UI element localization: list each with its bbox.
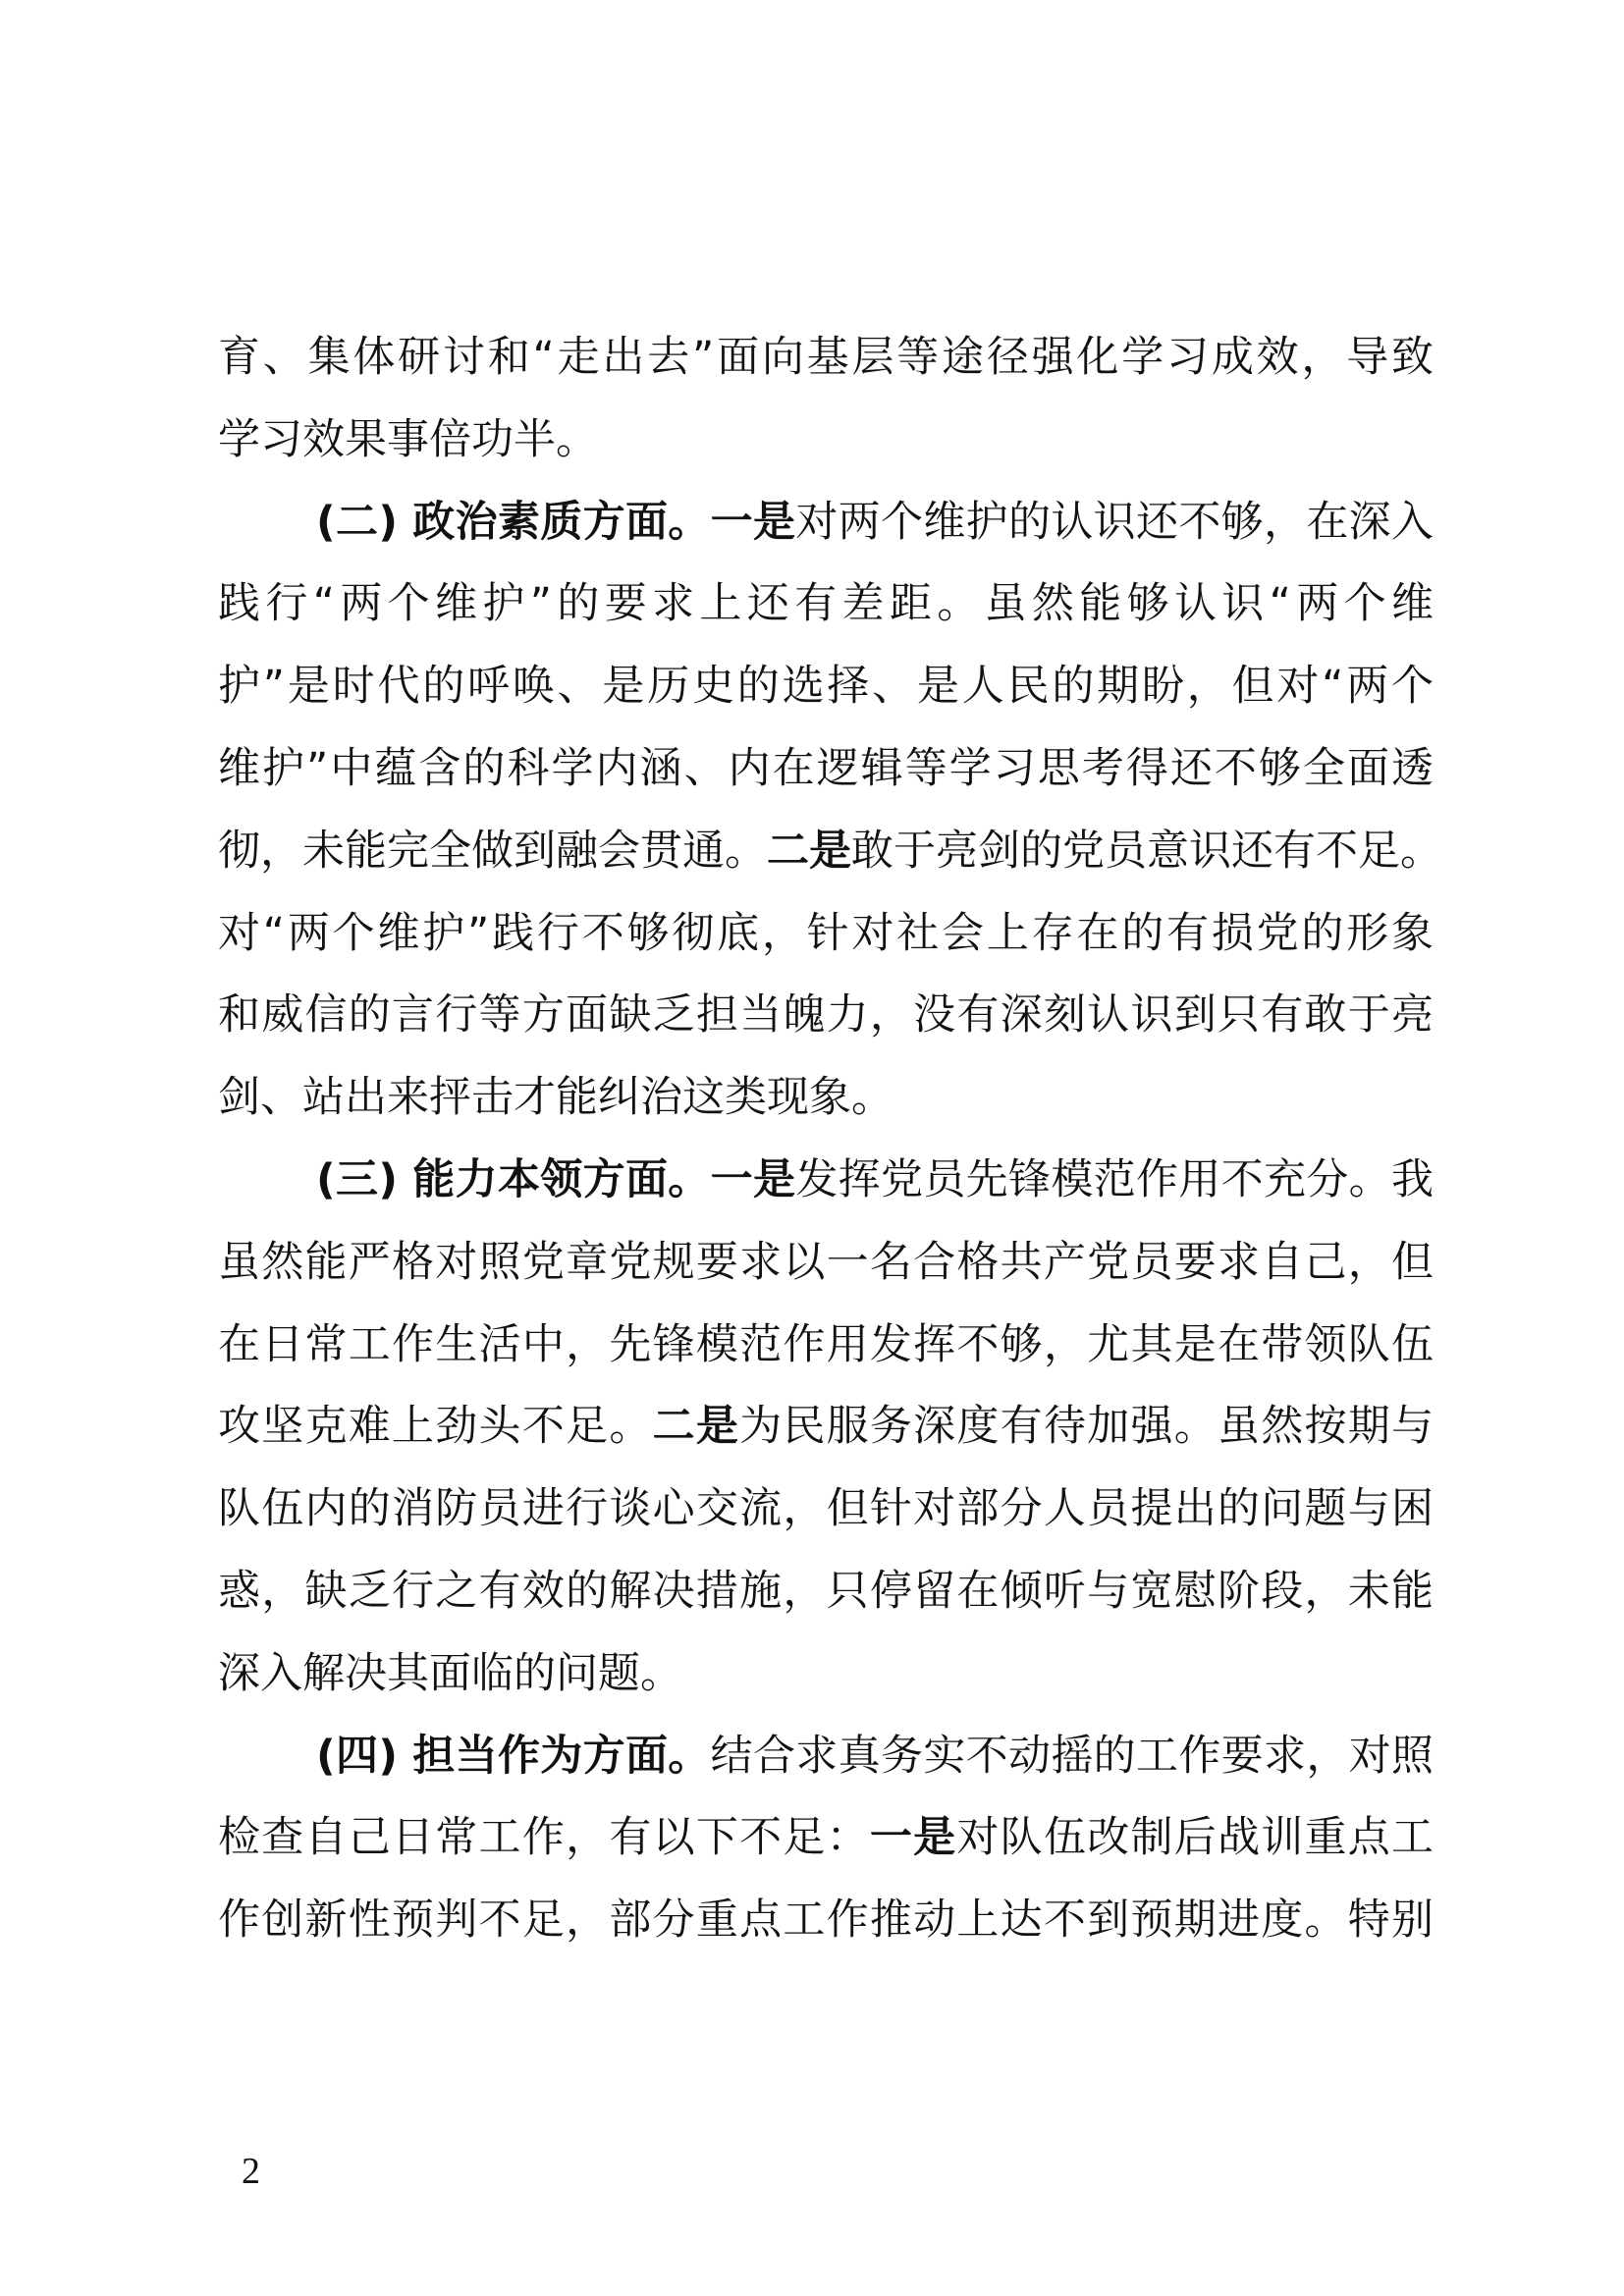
document-body — [218, 317, 1442, 1962]
text-line — [218, 317, 1434, 400]
text-run: 队伍内的消防员进行谈心交流，但针对部分人员提出的问题与困 — [218, 1484, 1434, 1534]
text-run: 检查自己日常工作，有以下不足： — [218, 1813, 870, 1863]
text-run: 对“两个维护”践行不够彻底，针对社会上存在的有损党的形象 — [218, 908, 1434, 958]
page-number: 2 — [242, 2151, 260, 2192]
text-run: 敢于亮剑的党员意识还有不足。 — [851, 826, 1442, 876]
text-line — [218, 975, 1434, 1057]
bold-text: 二是 — [767, 826, 851, 876]
text-line — [218, 1305, 1434, 1387]
text-run: 深入解决其面临的问题。 — [218, 1648, 682, 1698]
text-run: 对队伍改制后战训重点工 — [956, 1813, 1435, 1863]
text-line — [218, 400, 1434, 482]
text-run: 剑、站出来抨击才能纠治这类现象。 — [218, 1073, 893, 1123]
text-run: 和威信的言行等方面缺乏担当魄力，没有深刻认识到只有敢于亮 — [218, 990, 1434, 1041]
text-run: 育、集体研讨和“走出去”面向基层等途径强化学习成效，导致 — [218, 333, 1434, 382]
bold-text: (二) 政治素质方面。一是 — [316, 497, 796, 547]
text-line — [218, 482, 1434, 564]
text-line — [218, 1057, 1434, 1140]
text-run: 对两个维护的认识还不够，在深入 — [795, 497, 1435, 547]
text-run: 践行“两个维护”的要求上还有差距。虽然能够认识“两个维 — [218, 579, 1434, 629]
text-run: 攻坚克难上劲头不足。 — [218, 1402, 653, 1452]
bold-text: 二是 — [652, 1402, 740, 1452]
text-line — [218, 1880, 1434, 1962]
bold-text: 一是 — [869, 1813, 957, 1863]
text-run: 维护”中蕴含的科学内涵、内在逻辑等学习思考得还不够全面透 — [218, 743, 1434, 793]
text-line — [218, 563, 1434, 646]
text-line — [218, 1551, 1434, 1633]
text-line — [218, 893, 1434, 976]
text-run: 彻，未能完全做到融会贯通。 — [218, 826, 767, 876]
text-line — [218, 728, 1434, 811]
text-run: 护”是时代的呼唤、是历史的选择、是人民的期盼，但对“两个 — [218, 662, 1434, 712]
text-run: 作创新性预判不足，部分重点工作推动上达不到预期进度。特别 — [218, 1896, 1434, 1946]
text-line — [218, 1716, 1434, 1798]
bold-text: (三) 能力本领方面。一是 — [316, 1154, 796, 1204]
text-run: 惑，缺乏行之有效的解决措施，只停留在倾听与宽慰阶段，未能 — [218, 1566, 1434, 1616]
text-run: 发挥党员先锋模范作用不充分。我 — [795, 1154, 1435, 1204]
text-line — [218, 1797, 1434, 1880]
text-line — [218, 1468, 1434, 1551]
text-run: 为民服务深度有待加强。虽然按期与 — [739, 1402, 1435, 1452]
text-line — [218, 1222, 1434, 1305]
text-run: 虽然能严格对照党章党规要求以一名合格共产党员要求自己，但 — [218, 1237, 1434, 1287]
text-line — [218, 1140, 1434, 1222]
text-run: 结合求真务实不动摇的工作要求，对照 — [710, 1731, 1435, 1781]
text-run: 在日常工作生活中，先锋模范作用发挥不够，尤其是在带领队伍 — [218, 1319, 1434, 1369]
text-line — [218, 811, 1442, 893]
text-line — [218, 1633, 1434, 1716]
text-line — [218, 646, 1434, 728]
text-line — [218, 1386, 1434, 1468]
bold-text: (四) 担当作为方面。 — [316, 1731, 711, 1781]
text-run: 学习效果事倍功半。 — [218, 414, 598, 464]
